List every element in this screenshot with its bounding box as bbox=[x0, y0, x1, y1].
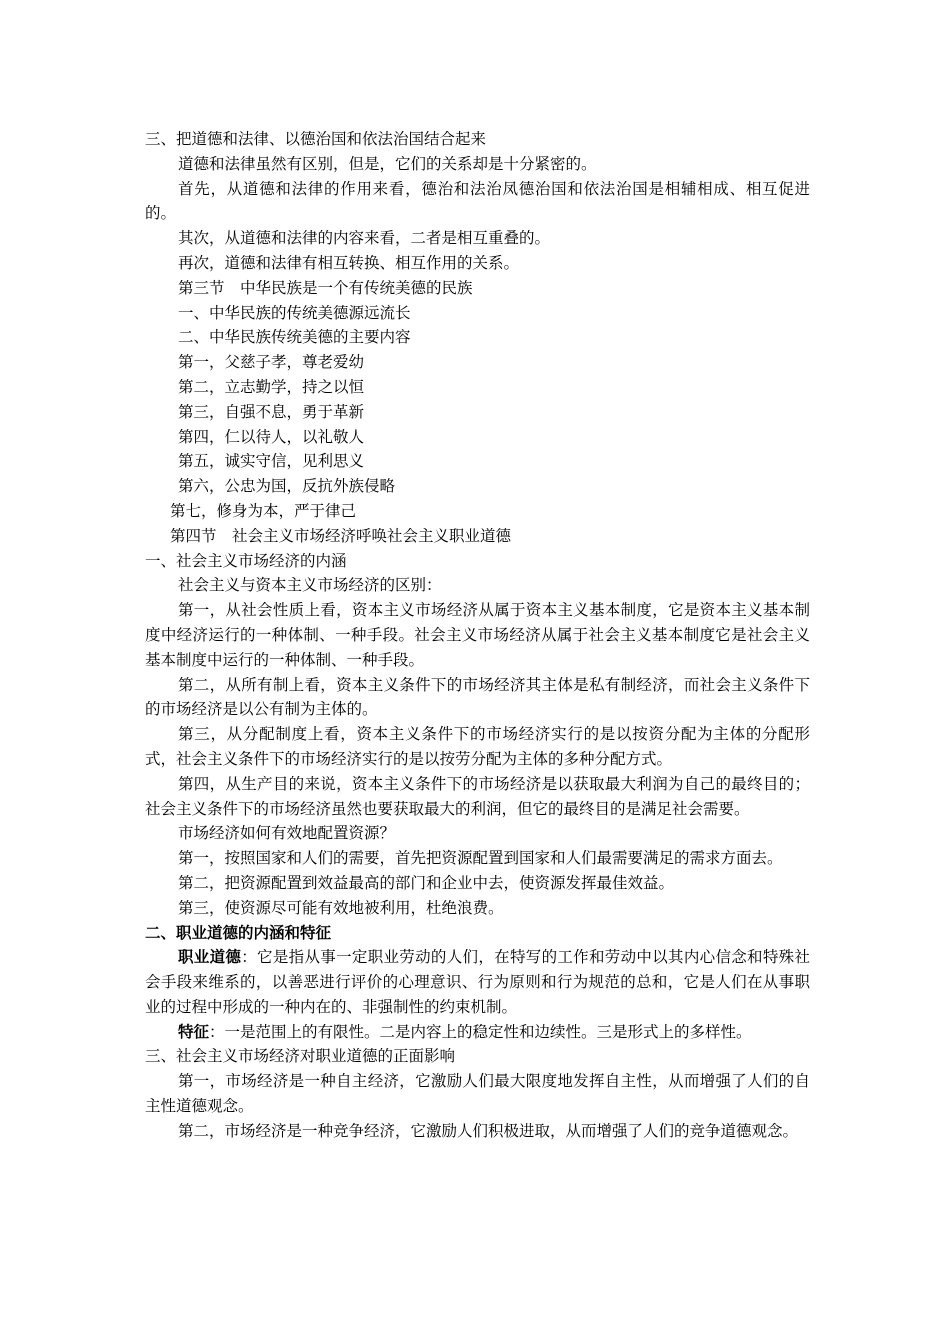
paragraph: 第四，仁以待人，以礼敬人 bbox=[178, 427, 365, 446]
characteristics-label: 特征 bbox=[178, 1022, 210, 1041]
paragraph: 一、中华民族的传统美德源远流长 bbox=[178, 303, 411, 322]
paragraph: 二、职业道德的内涵和特征 bbox=[145, 923, 332, 942]
paragraph: 首先，从道德和法律的作用来看，德治和法治凤德治国和依法治国是相辅相成、相互促进的。 bbox=[145, 179, 810, 223]
paragraph: 第一，父慈子孝，尊老爱幼 bbox=[178, 353, 365, 372]
paragraph-group-1 bbox=[145, 127, 810, 945]
paragraph: 一、社会主义市场经济的内涵 bbox=[145, 551, 347, 570]
paragraph: 第二，市场经济是一种竞争经济，它激励人们积极进取，从而增强了人们的竞争道德观念。 bbox=[178, 1121, 799, 1140]
paragraph-group-2 bbox=[145, 1044, 810, 1143]
paragraph: 再次，道德和法律有相互转换、相互作用的关系。 bbox=[178, 253, 520, 272]
definition-professional-ethics bbox=[145, 945, 810, 1019]
paragraph: 第三，从分配制度上看，资本主义条件下的市场经济实行的是以按资分配为主体的分配形式，社会主义条件下的市场经济实行的是以按劳分配为主体的多种分配方式。 bbox=[145, 725, 810, 768]
paragraph: 第二，把资源配置到效益最高的部门和企业中去，使资源发挥最佳效益。 bbox=[178, 873, 675, 892]
paragraph: 第一，市场经济是一种自主经济，它激励人们最大限度地发挥自主性，从而增强了人们的自主性道德观念。 bbox=[145, 1072, 810, 1116]
paragraph: 道德和法律虽然有区别，但是，它们的关系却是十分紧密的。 bbox=[178, 154, 597, 173]
paragraph: 三、社会主义市场经济对职业道德的正面影响 bbox=[145, 1047, 456, 1066]
paragraph: 第一，按照国家和人们的需要，首先把资源配置到国家和人们最需要满足的需求方面去。 bbox=[178, 849, 783, 868]
definition-characteristics bbox=[145, 1020, 810, 1045]
paragraph: 社会主义与资本主义市场经济的区别： bbox=[178, 576, 442, 595]
paragraph: 市场经济如何有效地配置资源？ bbox=[178, 824, 396, 843]
paragraph: 其次，从道德和法律的内容来看，二者是相互重叠的。 bbox=[178, 229, 551, 248]
paragraph: 第三，使资源尽可能有效地被利用，杜绝浪费。 bbox=[178, 898, 504, 917]
paragraph: 第三，自强不息，勇于革新 bbox=[178, 402, 365, 421]
paragraph: 第四，从生产目的来说，资本主义条件下的市场经济是以获取最大利润为自己的最终目的；社会主义条件下的市场经济虽然也要获取最大的利润，但它的最终目的是满足社会需要。 bbox=[145, 774, 810, 818]
paragraph: 三、把道德和法律、以德治国和依法治国结合起来 bbox=[145, 130, 487, 148]
paragraph: 第六，公忠为国，反抗外族侵略 bbox=[178, 477, 396, 496]
paragraph: 二、中华民族传统美德的主要内容 bbox=[178, 328, 411, 347]
paragraph: 第四节 社会主义市场经济呼唤社会主义职业道德 bbox=[170, 526, 512, 545]
paragraph: 第三节 中华民族是一个有传统美德的民族 bbox=[178, 278, 473, 297]
paragraph: 第五，诚实守信，见利思义 bbox=[178, 452, 365, 471]
paragraph: 第七，修身为本，严于律己 bbox=[170, 501, 357, 520]
paragraph: 第二，立志勤学，持之以恒 bbox=[178, 377, 365, 396]
document-body bbox=[145, 127, 810, 1144]
characteristics-text: ：一是范围上的有限性。二是内容上的稳定性和边续性。三是形式上的多样性。 bbox=[209, 1022, 752, 1041]
definition-label: 职业道德 bbox=[178, 948, 242, 967]
definition-text: ：它是指从事一定职业劳动的人们，在特写的工作和劳动中以其内心信念和特殊社会手段来维系的，以善恶进行评价的心理意识、行为原则和行为规范的总和，它是人们在从事职业的过程中形成的一种内在的、非强制性的约束机制。 bbox=[145, 948, 810, 1016]
paragraph: 第一，从社会性质上看，资本主义市场经济从属于资本主义基本制度，它是资本主义基本制度中经济运行的一种体制、一种手段。社会主义市场经济从属于社会主义基本制度它是社会主义基本制度中运行的一种体制、一种手段。 bbox=[145, 601, 810, 669]
paragraph: 第二，从所有制上看，资本主义条件下的市场经济其主体是私有制经济，而社会主义条件下的市场经济是以公有制为主体的。 bbox=[145, 675, 810, 719]
